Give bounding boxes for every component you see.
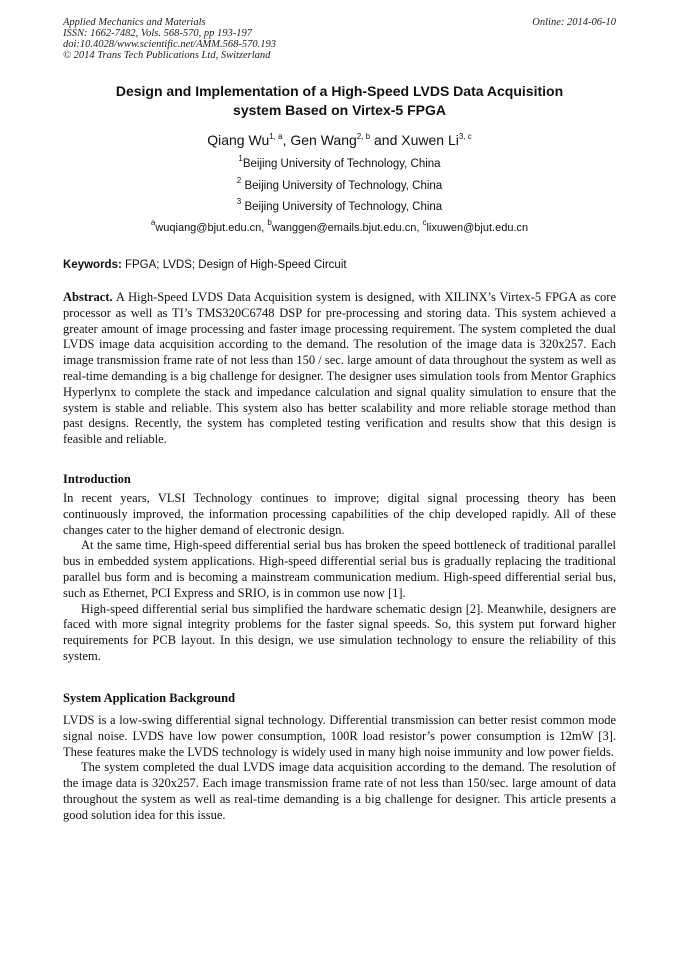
affiliation xyxy=(63,154,616,171)
affiliation-sup: 3 xyxy=(236,197,242,206)
email-sup: a xyxy=(150,218,156,227)
affiliation-sup: 2 xyxy=(236,176,242,185)
keywords-line xyxy=(63,258,616,272)
email-text: wuqiang@bjut.edu.cn, xyxy=(155,222,268,234)
email-list xyxy=(63,218,616,235)
author-name: Qiang Wu xyxy=(207,132,270,148)
affiliation-sup: 1 xyxy=(238,154,243,163)
author-sup: 3, c xyxy=(458,132,472,141)
affiliation xyxy=(63,176,616,193)
author-sup: 2, b xyxy=(356,132,371,141)
copyright-line: © 2014 Trans Tech Publications Ltd, Switzerland xyxy=(63,50,271,61)
paragraph: At the same time, High-speed differential serial bus has broken the speed bottleneck of traditional parallel bus in embedded system applications. High-speed differential serial bus is gradually replacing the traditional parallel bus form and is becoming a mainstream communication medium. High-speed differential serial bus, such as Ethernet, PCI Express and SRIO, is in common use now [1]. xyxy=(63,538,616,600)
author-separator: , xyxy=(282,132,291,148)
paragraph: High-speed differential serial bus simplified the hardware schematic design [2]. Meanwhile, designers are faced with more signal integrity problems for the faster signal speeds. So, this system put forward higher requirements for PCB layout. In this design, we use simulation technology to ensure the reliability of this system. xyxy=(63,601,616,663)
title-line-2: system Based on Virtex-5 FPGA xyxy=(233,102,446,118)
abstract xyxy=(63,290,620,448)
email-text: lixuwen@bjut.edu.cn xyxy=(426,222,529,234)
introduction-body xyxy=(63,491,616,665)
online-date: Online: 2014-06-10 xyxy=(532,17,616,28)
doi-line: doi:10.4028/www.scientific.net/AMM.568-570.193 xyxy=(63,39,276,50)
email-text: wanggen@emails.bjut.edu.cn, xyxy=(271,222,423,234)
affiliation xyxy=(63,197,616,214)
paragraph: In recent years, VLSI Technology continues to improve; digital signal processing theory has been continuously improved, the information processing capabilities of the chip developed rapidly. All of these changes cater to the higher demand of electronic design. xyxy=(63,491,616,537)
affiliation-text: Beijing University of Technology, China xyxy=(241,180,443,192)
abstract-label: Abstract. xyxy=(63,290,113,304)
author-separator: and xyxy=(370,132,402,148)
author-list xyxy=(63,131,616,149)
email-sup: c xyxy=(422,218,427,227)
background-heading: System Application Background xyxy=(63,691,236,705)
author-sup: 1, a xyxy=(269,132,283,141)
affiliation-text: Beijing University of Technology, China xyxy=(241,201,443,213)
background-body xyxy=(63,713,616,824)
paragraph: LVDS is a low-swing differential signal technology. Differential transmission can better resist common mode signal noise. LVDS have low power consumption, 100R load resistor’s power consumption is 12mW [3]. These features make the LVDS technology is widely used in many high noise immunity and low power fields. xyxy=(63,713,616,759)
affiliation-text: Beijing University of Technology, China xyxy=(242,158,441,170)
introduction-heading: Introduction xyxy=(63,472,131,486)
issn-line: ISSN: 1662-7482, Vols. 568-570, pp 193-197 xyxy=(63,28,252,39)
keywords-text: FPGA; LVDS; Design of High-Speed Circuit xyxy=(121,259,347,271)
abstract-text: A High-Speed LVDS Data Acquisition system is designed, with XILINX’s Virtex-5 FPGA as core processor as well as TI’s TMS320C6748 DSP for pre-processing and storing data. This system achieved a greater amount of image processing and faster image processing requirement. The system completed the dual LVDS image data acquisition according to the demand. The resolution of the image data is 320x257. Each image transmission frame rate of not less than 150 / sec. large amount of data throughout the system as well as real-time demanding is a big challenge for designer. The designer uses simulation tools from Mentor Graphics Hyperlynx to complete the stack and impedance calculation and signal quality simulation to ensure that the system is stable and reliable. This system also has better scalability and more reliable storage method than past designs. Recently, the system has completed testing verification and results show that this design is feasible and reliable. xyxy=(63,290,620,447)
email-sup: b xyxy=(267,218,272,227)
author-name: Xuwen Li xyxy=(401,132,459,148)
paragraph: The system completed the dual LVDS image data acquisition according to the demand. The resolution of the image data is 320x257. Each image transmission frame rate of not less than 150/sec. large amount of data throughout the system as well as real-time demanding is a big challenge for designer. This article presents a good solution idea for this issue. xyxy=(63,760,616,822)
journal-header xyxy=(63,17,616,61)
keywords-label: Keywords: xyxy=(63,259,122,271)
journal-name: Applied Mechanics and Materials xyxy=(63,17,206,28)
paper-title xyxy=(63,82,616,120)
title-line-1: Design and Implementation of a High-Speed LVDS Data Acquisition xyxy=(115,83,564,99)
author-name: Gen Wang xyxy=(290,132,357,148)
